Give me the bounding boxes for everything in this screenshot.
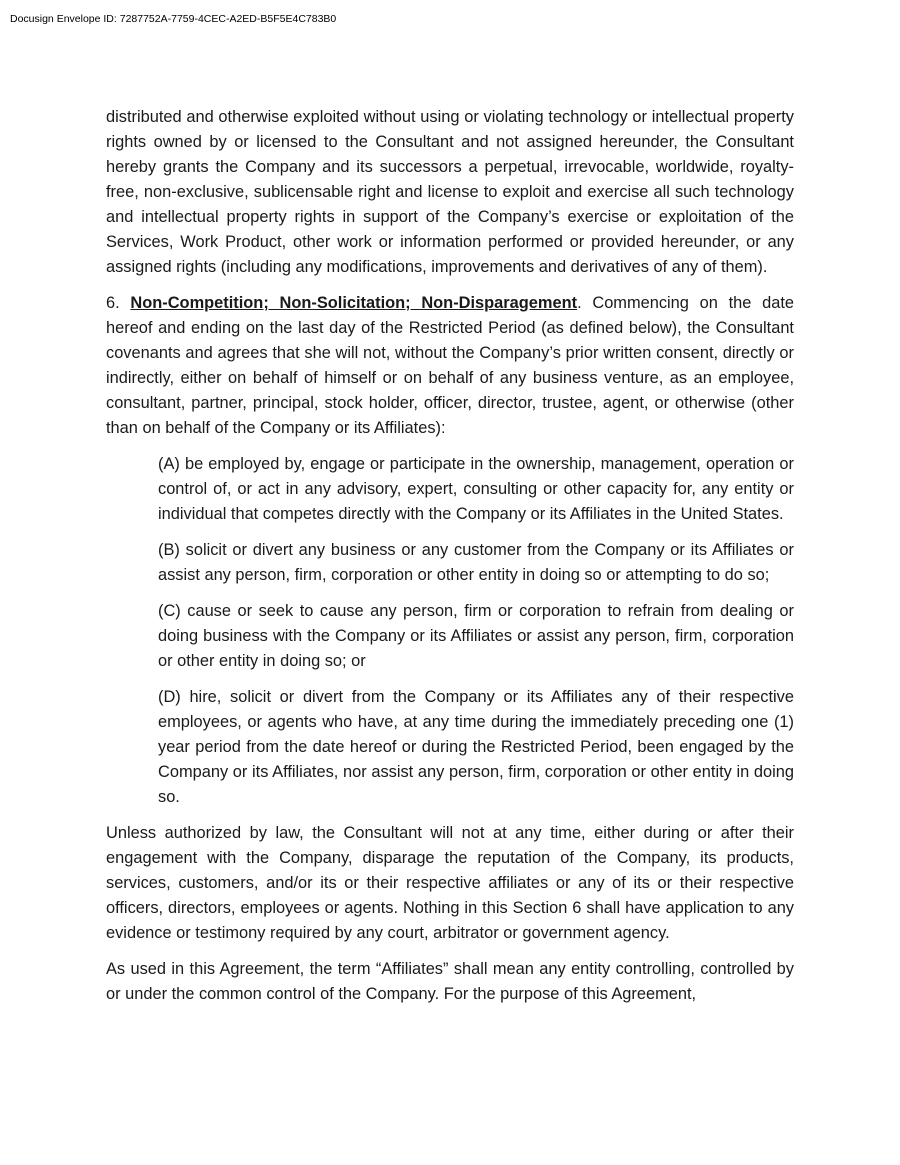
section-heading: Non-Competition; Non-Solicitation; Non-Disparagement (130, 294, 578, 312)
section-6-paragraph (106, 291, 794, 441)
clause-b: (B) solicit or divert any business or any customer from the Company or its Affiliates or assist any person, firm, corporation or other entity in doing so or attempting to do so; (158, 541, 794, 584)
document-body (106, 105, 794, 1018)
envelope-id: Docusign Envelope ID: 7287752A-7759-4CEC-A2ED-B5F5E4C783B0 (10, 13, 337, 25)
section-number: 6. (106, 294, 120, 312)
clause-c: (C) cause or seek to cause any person, firm or corporation to refrain from dealing or doing business with the Company or its Affiliates or assist any person, firm, corporation or other entity in doing so; or (158, 602, 794, 670)
section-body: . Commencing on the date hereof and ending on the last day of the Restricted Period (as defined below), the Consultant covenants and agrees that she will not, without the Company’s prior written consent, directly or indirectly, either on behalf of himself or on behalf of any business venture, as an employee, consultant, partner, principal, stock holder, officer, director, trustee, agent, or otherwise (other than on behalf of the Company or its Affiliates): (106, 294, 795, 437)
license-paragraph: distributed and otherwise exploited without using or violating technology or intellectual property rights owned by or licensed to the Consultant and not assigned hereunder, the Consultant hereby grants the Company and its successors a perpetual, irrevocable, worldwide, royalty-free, non-exclusive, sublicensable right and license to exploit and exercise all such technology and intellectual property rights in support of the Company’s exercise or exploitation of the Services, Work Product, other work or information performed or provided hereunder, or any assigned rights (including any modifications, improvements and derivatives of any of them). (106, 108, 794, 276)
clause-a: (A) be employed by, engage or participate in the ownership, management, operation or control of, or act in any advisory, expert, consulting or other capacity for, any entity or individual that competes directly with the Company or its Affiliates in the United States. (158, 455, 794, 523)
affiliates-paragraph: As used in this Agreement, the term “Affiliates” shall mean any entity controlling, controlled by or under the common control of the Company. For the purpose of this Agreement, (106, 960, 794, 1003)
disparagement-paragraph: Unless authorized by law, the Consultant will not at any time, either during or after their engagement with the Company, disparage the reputation of the Company, its products, services, customers, and/or its or their respective affiliates or any of its or their respective officers, directors, employees or agents. Nothing in this Section 6 shall have application to any evidence or testimony required by any court, arbitrator or government agency. (106, 824, 794, 942)
clause-d: (D) hire, solicit or divert from the Company or its Affiliates any of their respective employees, or agents who have, at any time during the immediately preceding one (1) year period from the date hereof or during the Restricted Period, been engaged by the Company or its Affiliates, nor assist any person, firm, corporation or other entity in doing so. (158, 688, 794, 806)
